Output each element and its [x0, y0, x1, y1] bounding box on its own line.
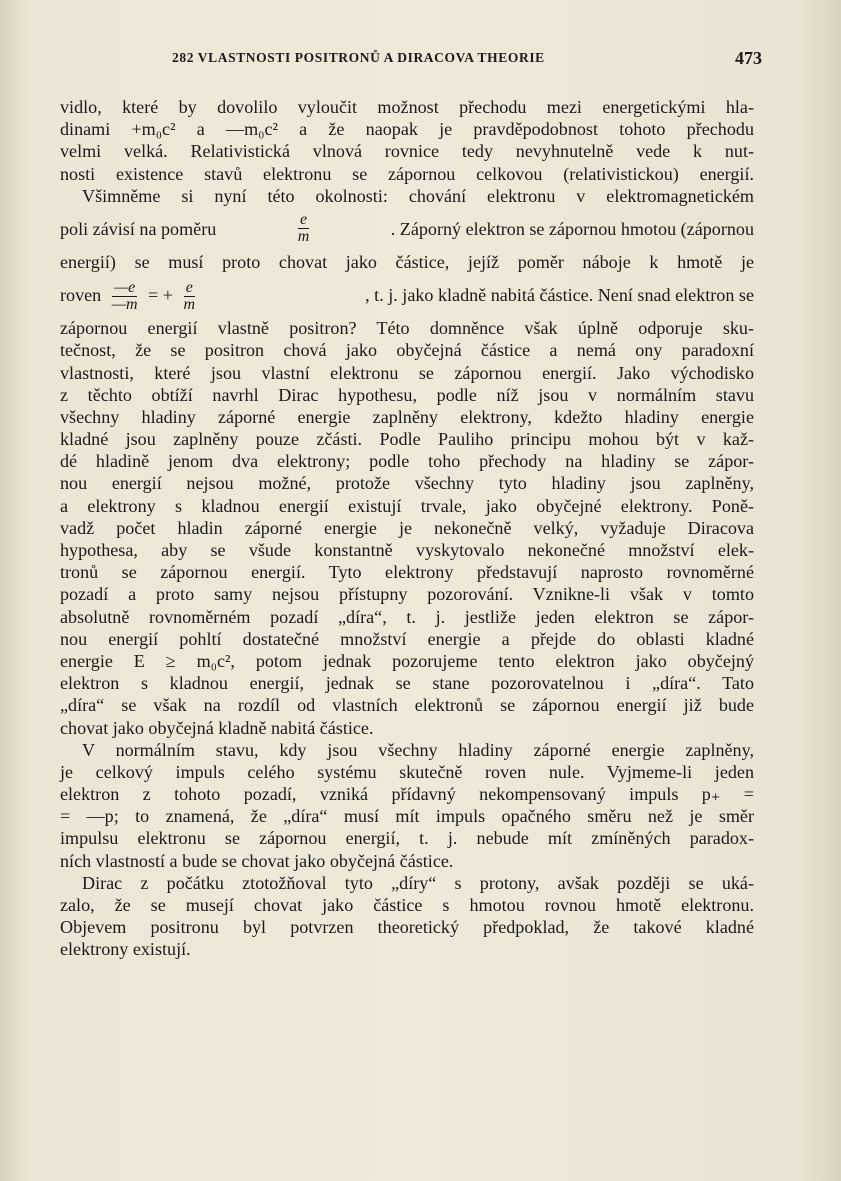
- fraction-neg-e-over-neg-m: [110, 280, 140, 313]
- text-line: Dirac z počátku ztotožňoval tyto „díry“ s protony, avšak později se uká-: [82, 872, 754, 893]
- text-line: zalo, že se musejí chovat jako částice s hmotou rovnou hmotě elektronu.: [60, 895, 754, 915]
- text-line: vidlo, které by dovolilo vyloučit možnost přechodu mezi energetickými hla-: [60, 97, 754, 117]
- fraction-line-2: [60, 273, 754, 317]
- text-line: a elektrony s kladnou energií existují trvale, jako obyčejné elektrony. Poně-: [60, 495, 754, 516]
- text-line: chovat jako obyčejná kladně nabitá částice.: [60, 717, 374, 738]
- fraction-denominator: —m: [111, 296, 138, 314]
- text-segment: poli závisí na poměru: [60, 218, 217, 239]
- text-line: elektron z tohoto pozadí, vzniká přídavný nekompensovaný impuls p₊ =: [60, 784, 754, 805]
- text-line: absolutně rovnoměrném pozadí „díra“, t. j. jestliže jeden elektron se zápor-: [60, 606, 754, 627]
- text-line: tronů se zápornou energií. Tyto elektrony představují naprosto rovnoměrné: [60, 562, 754, 583]
- fraction-denominator: m: [297, 228, 310, 246]
- text-line: je celkový impuls celého systému skutečně roven nule. Vyjmeme-li jeden: [60, 761, 754, 782]
- text-segment: roven: [60, 285, 102, 306]
- running-head: 282 VLASTNOSTI POSITRONŮ A DIRACOVA THEORIE: [172, 50, 545, 65]
- fraction-numerator: —e: [113, 279, 136, 297]
- text-line: vlastnosti, které jsou vlastní elektronu se zápornou energií. Jako východisko: [60, 362, 754, 383]
- text-line: kladné jsou zaplněny pouze zčásti. Podle Pauliho principu mohou být v kaž-: [60, 429, 754, 450]
- text-line: nou energií nejsou možné, protože všechny tyto hladiny jsou zaplněny,: [60, 473, 754, 494]
- text-line: Všimněme si nyní této okolnosti: chování elektronu v elektromagnetickém: [82, 185, 754, 206]
- page-header: [60, 50, 760, 74]
- text-line: ních vlastností a bude se chovat jako obyčejná částice.: [60, 850, 454, 871]
- fraction-numerator: e: [299, 211, 308, 229]
- fraction-e-over-m: [182, 280, 198, 313]
- text-line: energie E ≥ m₀c², potom jednak pozorujeme tento elektron jako obyčejný: [60, 650, 754, 671]
- text-line: tečnost, že se positron chová jako obyčejná částice a nemá ony paradoxní: [60, 340, 754, 361]
- text-line: dé hladině jenom dva elektrony; podle toho přechody na hladiny se zápor-: [60, 451, 754, 472]
- text-line: z těchto obtíží navrhl Dirac hypothesu, podle níž jsou v normálním stavu: [60, 384, 754, 405]
- text-line: elektron s kladnou energií, jednak se stane pozorovatelnou i „díra“. Tato: [60, 673, 754, 694]
- text-line: vadž počet hladin záporné energie je nekonečně velký, vyžaduje Diracova: [60, 517, 754, 538]
- text-segment: . Záporný elektron se zápornou hmotou (zápornou: [390, 218, 754, 239]
- text-line: zápornou energií vlastně positron? Této domněnce však úplně odporuje sku-: [60, 318, 754, 339]
- text-line: hypothesa, aby se všude konstantně vyskytovalo nekonečné množství elek-: [60, 540, 754, 560]
- text-line: nosti existence stavů elektronu se zápornou celkovou (relativistickou) energií.: [60, 163, 754, 184]
- fraction-denominator: m: [183, 296, 196, 314]
- text-line: velmi velká. Relativistická vlnová rovnice tedy nevyhnutelně vede k nut-: [60, 141, 754, 162]
- text-line: V normálním stavu, kdy jsou všechny hladiny záporné energie zaplněny,: [82, 739, 754, 760]
- fraction-numerator: e: [185, 279, 193, 297]
- text-line: dinami +m₀c² a —m₀c² a že naopak je pravděpodobnost tohoto přechodu: [60, 119, 754, 140]
- text-line: elektrony existují.: [60, 939, 191, 960]
- fraction-line-1: [60, 207, 754, 251]
- text-segment: = +: [148, 285, 173, 306]
- text-line: „díra“ se však na rozdíl od vlastních elektronů se zápornou energií již bude: [60, 695, 754, 716]
- fraction-e-over-m: [296, 212, 312, 245]
- text-line: pozadí a proto samy nejsou přístupny pozorování. Vznikne-li však v tomto: [60, 584, 754, 605]
- text-line: Objevem positronu byl potvrzen theoretický předpoklad, že takové kladné: [60, 917, 754, 938]
- text-line: všechny hladiny záporné energie zaplněny elektrony, kdežto hladiny energie: [60, 406, 754, 427]
- text-line: = —p; to znamená, že „díra“ musí mít impuls opačného směru než je směr: [60, 806, 754, 827]
- body-text: [60, 96, 754, 961]
- page-number: 473: [735, 48, 762, 68]
- text-line: energií) se musí proto chovat jako částice, jejíž poměr náboje k hmotě je: [60, 251, 754, 272]
- text-segment: , t. j. jako kladně nabitá částice. Není snad elektron se: [365, 285, 754, 306]
- text-line: impulsu elektronu se zápornou energií, t. j. nebude mít zmíněných paradox-: [60, 828, 754, 849]
- text-line: nou energií pohltí dostatečné množství energie a přejde do oblasti kladné: [60, 628, 754, 649]
